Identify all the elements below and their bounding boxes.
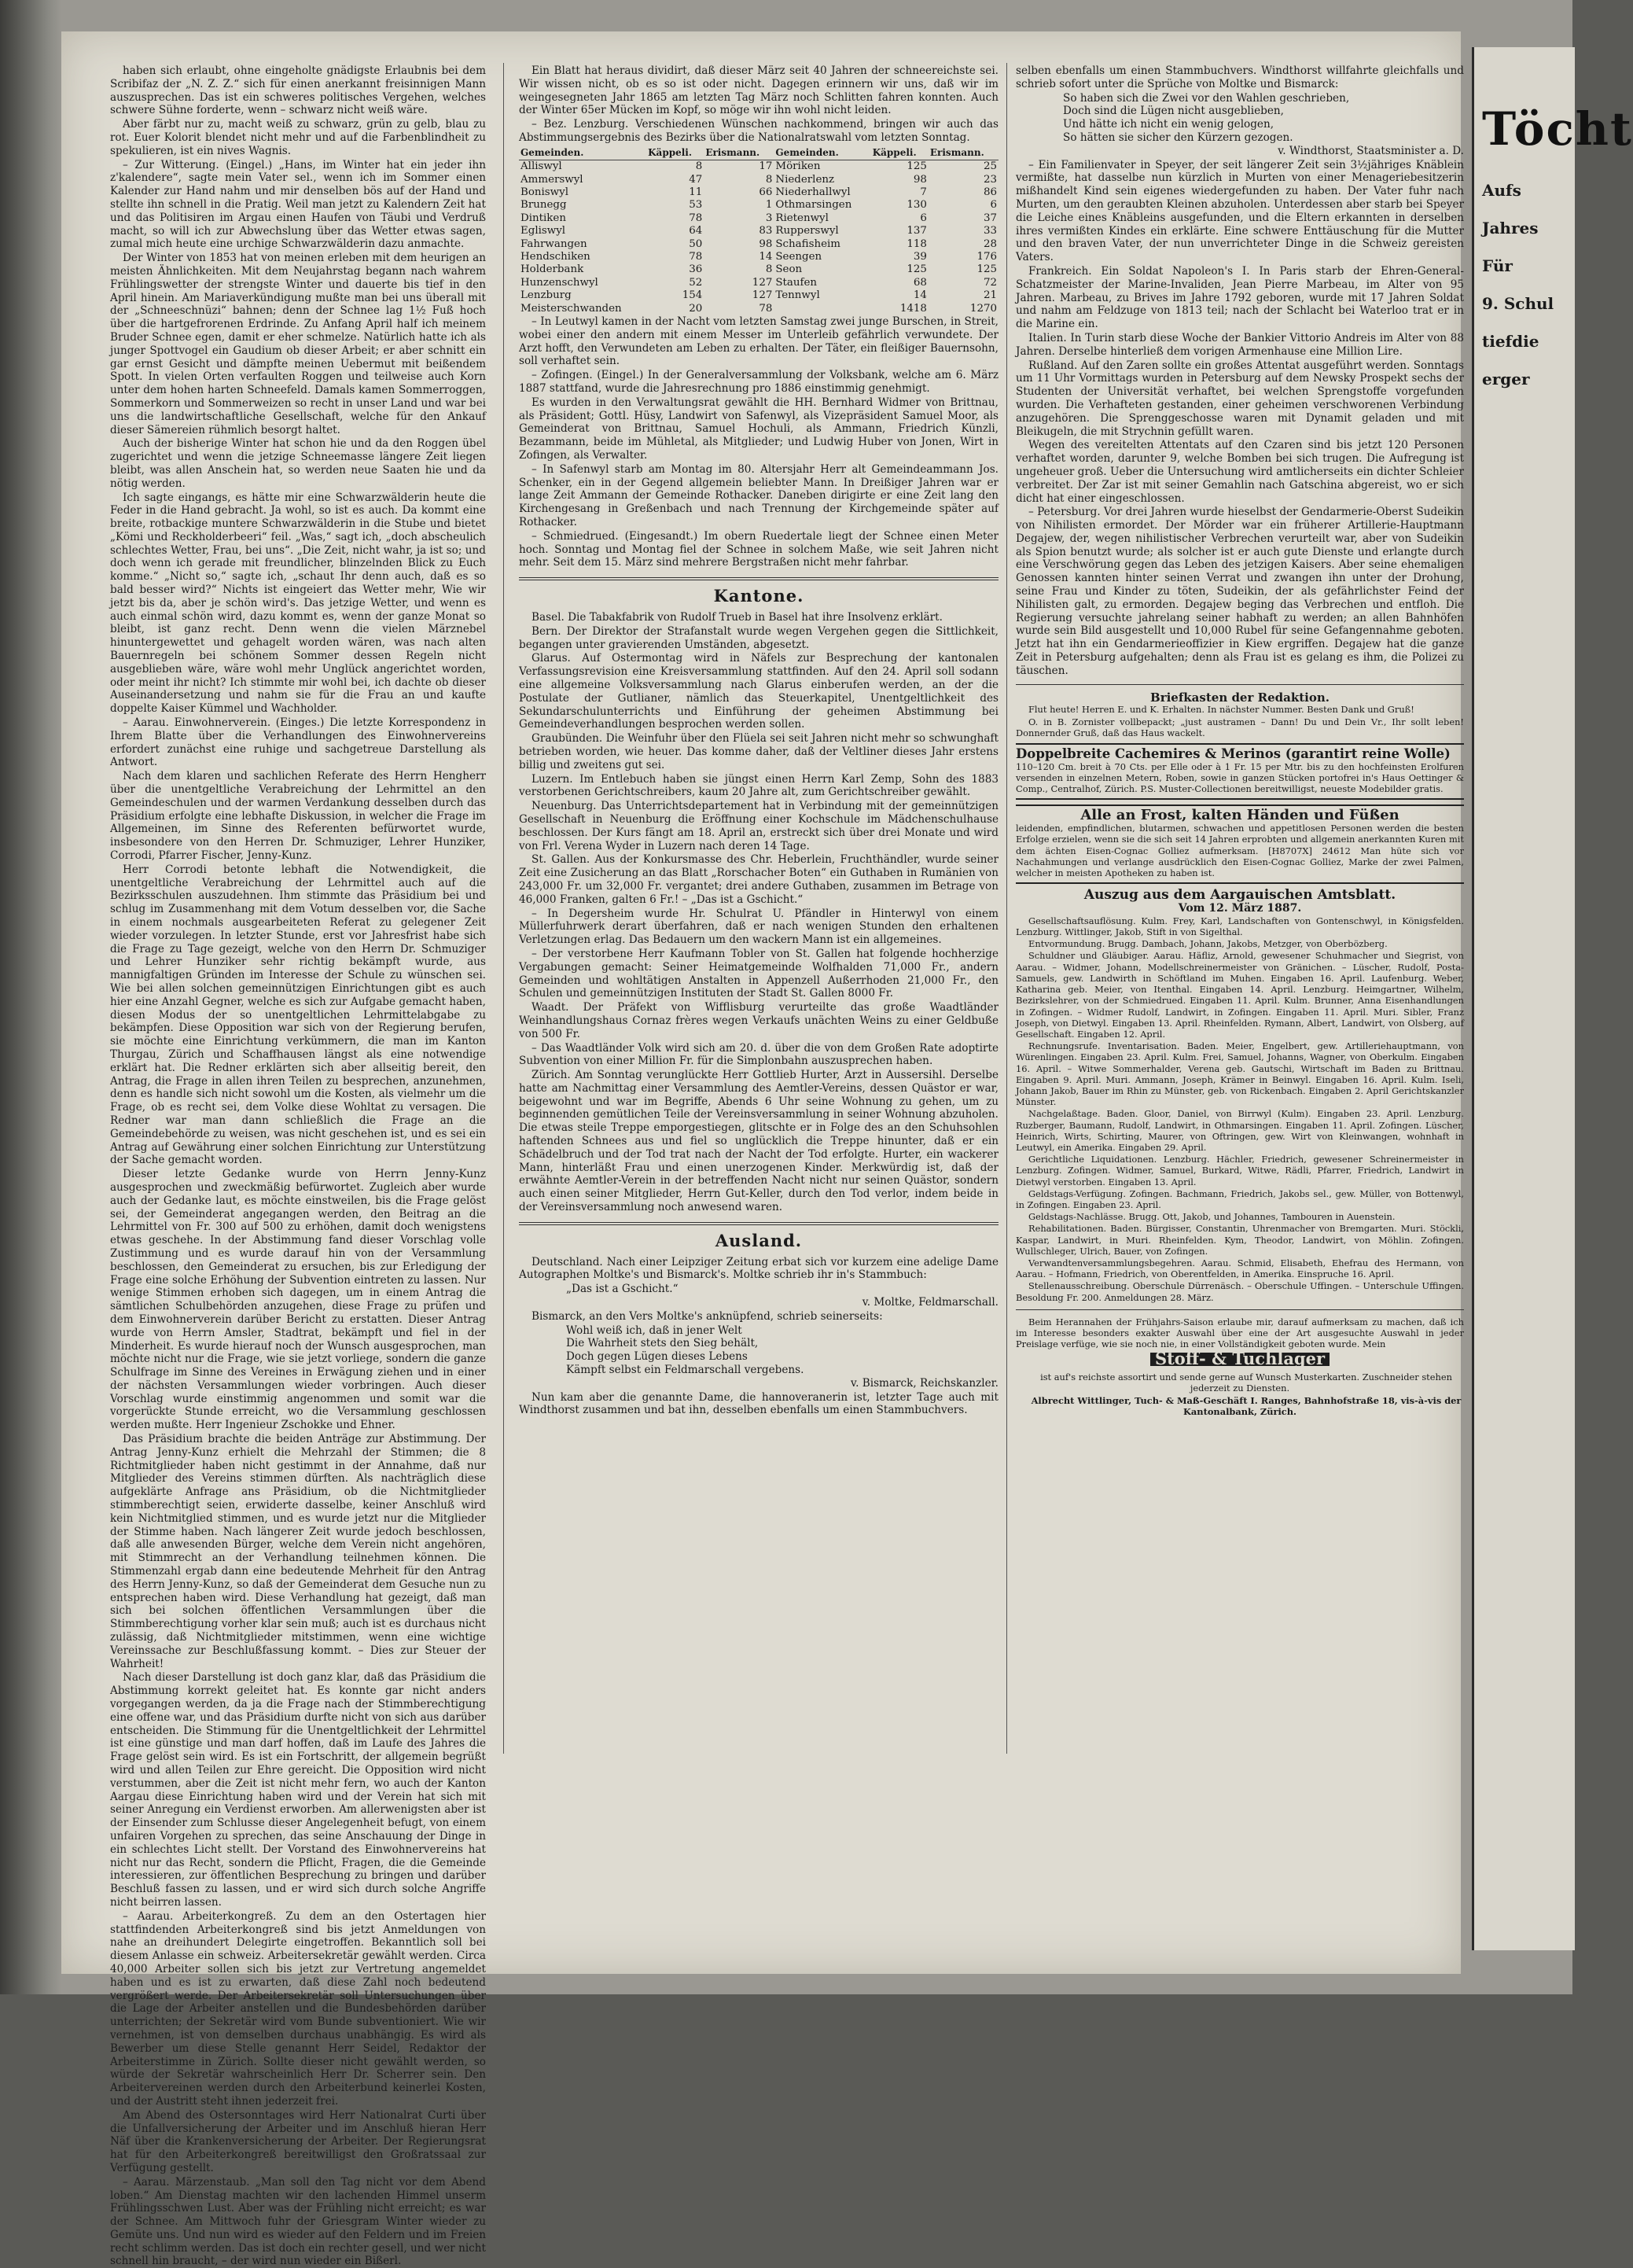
vote-header-cell: Erismann. bbox=[704, 145, 774, 160]
windthorst-signature: v. Windthorst, Staatsminister a. D. bbox=[1278, 144, 1464, 157]
advert-golliez bbox=[1016, 804, 1464, 884]
verse-line: Doch sind die Lügen nicht ausgeblieben, bbox=[1063, 105, 1284, 118]
table-row bbox=[519, 303, 999, 315]
vote-header-cell: Käppeli. bbox=[646, 145, 704, 160]
article-paragraph: Aber färbt nur zu, macht weiß zu schwarz, grün zu gelb, blau zu rot. Euer Kolorit blendet nicht mehr und auf die Farbenblindheit zu spekulieren, ist ein nives Wagnis. bbox=[110, 118, 486, 157]
vote-cell: 78 bbox=[689, 251, 703, 263]
bismarck-verse bbox=[519, 1324, 999, 1377]
vote-cell: 125 bbox=[976, 263, 997, 276]
advert-golliez-head: Alle an Frost, kalten Händen und Füßen bbox=[1080, 807, 1399, 824]
verse-line: „Das ist a Gschicht.“ bbox=[566, 1283, 679, 1296]
amtsblatt-entry: Schuldner und Gläubiger. Aarau. Häfliz, Arnold, gewesener Schuhmacher und Siegrist, von Aarau. – Widmer, Johann, Modellschreinermeister von Gränichen. – Lüscher, Rudolf, Posta-Samuels, gew. Landwirth in Schöftland im Muhen. Eingaben 16. April. Laufenburg. Weber, Katharina geb. Meier, von Itenthal. Eingaben 14. April. Lenzburg. Heimgartner, Wilhelm, Bezirkslehrer, von der Schmiedrued. Eingaben 11. April. Kulm. Brunner, Anna Eisenhandlungen in Zofingen. – Widmer Rudolf, Landwirt, in Zofingen. Eingaben 11. April. Muri. Sibler, Franz Joseph, von Dietwyl. Eingaben 13. April. Rheinfelden. Rymann, Albert, Landwirt, von Olsberg, auf Gesellschaft. Eingaben 12. April. bbox=[1016, 950, 1464, 1040]
vote-table-header bbox=[519, 145, 999, 160]
amtsblatt-entry: Gesellschaftsauflösung. Kulm. Frey, Karl, Landschaften von Gontenschwyl, in Königsfelden. Lenzburg. Wittlinger, Jakob, Stift in von Sigelthal. bbox=[1016, 915, 1464, 938]
vote-cell: 98 bbox=[759, 237, 773, 250]
vote-cell: 78 bbox=[759, 302, 773, 315]
vote-header-cell: Käppeli. bbox=[871, 145, 929, 160]
article-paragraph: – Bez. Lenzburg. Verschiedenen Wünschen nachkommend, bringen wir auch das Abstimmungsergebnis des Bezirks über die Nationalratswahl vom letzten Sonntag. bbox=[519, 118, 999, 144]
vote-cell: 83 bbox=[759, 225, 773, 237]
kantone-heading: Kantone. bbox=[713, 586, 804, 606]
article-paragraph: – Aarau. Arbeiterkongreß. Zu dem an den Ostertagen hier stattfindenden Arbeiterkongreß sind bis jetzt Anmeldungen von nahe an dreihundert Delegirte eingetroffen. Bekanntlich soll bei diesem Anlasse ein schweiz. Arbeitersekretär gewählt werden. Circa 40,000 Arbeiter sollen sich bis jetzt zur Vertretung angemeldet haben und es ist zu erwarten, daß diese Zahl noch bedeutend vergrößert werde. Der Arbeitersekretär soll Untersuchungen über die Lage der Arbeiter anstellen und die Bundesbehörden darüber unterrichten; der Sekretär wird vom Bunde subventioniert. Wie wir vernehmen, ist von demselben durchaus unabhängig. Es wird als Bewerber um diese Stelle genannt Herr Seidel, Redaktor der Arbeiterstimme in Zürich. Sollte dieser nicht gewählt werden, so würde der Sekretär wahrscheinlich Herr Dr. Scherrer sein. Den Arbeitervereinen werden durch den Arbeiterbund keinerlei Kosten, und der Austritt steht ihnen jederzeit frei. bbox=[110, 1909, 486, 2108]
ausland-section bbox=[519, 1256, 999, 1283]
canton-report: Waadt. Der Präfekt von Wifflisburg verurteilte das große Waadtländer Weinhandlungshaus Cornaz frères wegen Verkaufs unächten Weins zu einer Geldbuße von 500 Fr. bbox=[519, 1001, 999, 1040]
advert-cachemires bbox=[1016, 743, 1464, 800]
article-paragraph: Auch der bisherige Winter hat schon hie und da den Roggen übel zugerichtet und wenn die jetzige Schneemasse längere Zeit liegen bleibt, was allen Anschein hat, so werden neue Saaten hie und da nötig werden. bbox=[110, 437, 486, 490]
column-2-intro bbox=[519, 64, 999, 145]
table-row bbox=[519, 251, 999, 263]
vote-cell: 17 bbox=[759, 160, 773, 173]
amtsblatt-heading: Auszug aus dem Aargauischen Amtsblatt. bbox=[1083, 887, 1396, 904]
ausland-heading: Ausland. bbox=[715, 1230, 803, 1250]
vote-cell: 7 bbox=[920, 186, 927, 198]
vote-cell: 52 bbox=[689, 276, 703, 289]
advert-wittlinger-signature: Albrecht Wittlinger, Tuch- & Maß-Geschäft I. Ranges, Bahnhofstraße 18, vis-à-vis der Kantonalbank, Zürich. bbox=[1031, 1394, 1462, 1417]
column-1 bbox=[110, 64, 486, 2268]
vote-cell: Hendschiken bbox=[520, 251, 590, 263]
vote-cell bbox=[774, 303, 870, 315]
advert-cachemires-head: Doppelbreite Cachemires & Merinos (garantirt reine Wolle) bbox=[1016, 746, 1451, 762]
vote-cell: 154 bbox=[682, 289, 703, 302]
canton-report: St. Gallen. Aus der Konkursmasse des Chr. Heberlein, Fruchthändler, wurde seiner Zeit eine Zusicherung an das Blatt „Rorschacher Boten“ ein Guthaben in Rumänien von 243,000 Fr. um 32,000 Fr. vergantet; drei andere Guthaben, zusammen im Betrage von 46,000 Franken, galten 6 Fr.! – „Das ist a Gschicht.“ bbox=[519, 853, 999, 906]
table-row bbox=[519, 199, 999, 212]
article-paragraph: Nach dieser Darstellung ist doch ganz klar, daß das Präsidium die Abstimmung korrekt geleitet hat. Es konnte gar nicht anders vorgegangen werden, da ja die Frage nach der Stimmberechtigung eine offene war, und das Präsidium durfte nicht von sich aus darüber entscheiden. Die Stimmung für die Unentgeltlichkeit der Lehrmittel ist eine günstige und man darf hoffen, daß im Laufe des Jahres die Frage gelöst sein wird. Es ist ein Fortschritt, der allgemein begrüßt wird und allen Teilen zur Ehre gereicht. Die Opposition wird nicht verstummen, aber die Zeit ist nicht mehr fern, wo auch der Kanton Aargau diese Einrichtung haben wird und der Verein hat sich mit seiner Anregung ein Verdienst erworben. Am allerwenigsten aber ist der Einsender zum Schlusse dieser Angelegenheit befugt, von einem unfairen Vorgehen zu sprechen, das seine Anschauung der Dinge in ein schlechtes Licht stellt. Der Vorstand des Einwohnervereins hat nicht nur das Recht, sondern die Pflicht, Fragen, die die Gemeinde interessieren, zur öffentlichen Besprechung zu bringen und darüber Beschluß fassen zu lassen, und er wird sich durch solche Angriffe nicht beirren lassen. bbox=[110, 1671, 486, 1909]
article-paragraph: – Schmiedrued. (Eingesandt.) Im obern Ruedertale liegt der Schnee einen Meter hoch. Sonntag und Montag fiel der Schnee in solchem Maße, wie seit Jahren nicht mehr. Seit dem 15. März sind mehrere Bergstraßen nicht mehr fahrbar. bbox=[519, 529, 999, 569]
facing-page-edge bbox=[1472, 47, 1633, 1950]
vote-cell: 72 bbox=[983, 276, 997, 289]
vote-cell: 8 bbox=[765, 263, 773, 276]
vote-header-cell: Gemeinden. bbox=[519, 145, 646, 160]
vote-cell: 28 bbox=[983, 237, 997, 250]
amtsblatt-entry: Geldstags-Nachlässe. Brugg. Ott, Jakob, und Johannes, Tambouren in Auenstein. bbox=[1028, 1211, 1396, 1223]
vote-cell: Lenzburg bbox=[520, 289, 572, 302]
column-divider-2 bbox=[1006, 63, 1007, 1754]
column-2-news bbox=[519, 315, 999, 569]
article-paragraph: – Zofingen. (Eingel.) In der Generalversammlung der Volksbank, welche am 6. März 1887 stattfand, wurde die Jahresrechnung pro 1886 einstimmig genehmigt. bbox=[519, 369, 999, 396]
section-divider bbox=[1016, 684, 1464, 685]
article-paragraph: – Zur Witterung. (Eingel.) „Hans, im Winter hat ein jeder ihn z'kalendere“, sagte mein Vater sel., wenn ich im Sommer einen Kalender zur Hand nahm und mir denselben bös auf der Hand und stellte ihn schnell in die Pratig. Weil man jetzt zu Kalendern Zeit hat und das Politisiren im Argau einen Haufen von Täubi und Verdruß macht, so will ich zur Abwechslung über das Wetter etwas sagen, zumal mich heute eine urchige Schwarzwälderin dazu anmachte. bbox=[110, 158, 486, 251]
table-row bbox=[519, 238, 999, 251]
vote-cell: Seon bbox=[775, 263, 803, 276]
vote-cell: 11 bbox=[689, 186, 703, 198]
vote-cell: 98 bbox=[913, 173, 927, 186]
vote-table-body bbox=[519, 160, 999, 315]
foreign-report: Wegen des vereitelten Attentats auf den Czaren sind bis jetzt 120 Personen verhaftet worden, darunter 9, welche Bomben bei sich trugen. Die Aufregung ist ungeheuer groß. Ueber die Untersuchung wird amtlicherseits ein dichter Schleier verbreitet. Der Zar ist mit seiner Gemahlin nach Gatschina abgereist, wo er sich dicht hat einer eingeschlossen. bbox=[1016, 439, 1464, 505]
vote-cell: Egliswyl bbox=[520, 225, 566, 237]
article-paragraph: haben sich erlaubt, ohne eingeholte gnädigste Erlaubnis bei dem Scribifaz der „N. Z. Z.“ sich für einen anerkannt freisinnigen Mann auszusprechen. Das ist ein schweres politisches Vergehen, welches schwere Sühne forderte, wenn – schwarz nicht weiß wäre. bbox=[110, 64, 486, 117]
canton-report: Glarus. Auf Ostermontag wird in Näfels zur Besprechung der kantonalen Verfassungsrevision eine Kreisversammlung stattfinden. Auf den 24. April soll sodann eine allgemeine Volksversammlung nach Glarus einberufen werden, an der die Postulate der Gutlianer, nämlich das Steuerkapitel, Unentgeltlichkeit des Sekundarschulunterrichts und Einführung der geheimen Abstimmung bei Gemeindeverhandlungen besprochen werden sollen. bbox=[519, 652, 999, 731]
article-paragraph: Ein Blatt hat heraus dividirt, daß dieser März seit 40 Jahren der schneereichste sei. Wir wissen nicht, ob es so ist oder nicht. Dagegen erinnern wir uns, daß wir im weingesegneten Jahr 1865 am letzten Tag März noch Schlitten fahren konnten. Auch der Winter 65er Mücken im Kopf, so möge wir ihn wohl nicht leiden. bbox=[519, 64, 999, 117]
section-divider bbox=[519, 577, 999, 580]
vote-cell: 125 bbox=[907, 160, 927, 173]
canton-report: Luzern. Im Entlebuch haben sie jüngst einen Herrn Karl Zemp, Sohn des 1883 verstorbenen Gerichtschreibers, kaum 20 Jahre alt, zum Gerichtschreiber gewählt. bbox=[519, 772, 999, 799]
vote-cell: 14 bbox=[913, 289, 927, 302]
vote-cell: 130 bbox=[907, 199, 927, 212]
vote-cell: 118 bbox=[907, 237, 927, 250]
vote-cell: 78 bbox=[689, 212, 703, 224]
vote-cell: 14 bbox=[759, 251, 773, 263]
advert-wittlinger-text: ist auf's reichste assortirt und sende gerne auf Wunsch Musterkarten. Zuschneider stehen jederzeit zu Diensten. bbox=[1040, 1371, 1452, 1394]
vote-cell: Schafisheim bbox=[775, 237, 840, 250]
canton-report: Zürich. Am Sonntag verunglückte Herr Gottlieb Hurter, Arzt in Aussersihl. Derselbe hatte am Nachmittag einer Versammlung des Aemtler-Vereins, dessen Quästor er war, beigewohnt und war im Begriffe, Abends 6 Uhr seine Wohnung zu gehen, um zu beginnenden gemütlichen Teile der Vereinsversammlung in seiner Wohnung abzuholen. Die etwas steile Treppe emporgestiegen, glitschte er in Folge des an den Schuhsohlen haftenden Schnees aus und fiel so unglücklich die Treppe hinunter, daß er ein Schädelbruch und der Tod trat nach der Nacht der Tod erfolgte. Hurter, ein wackerer Mann, hinterläßt Frau und einen unerzogenen Kinder. Merkwürdig ist, daß der erwähnte Aemtler-Verein in der betreffenden Nacht nicht nur seinen Quästor, sondern auch einen seiner Mitglieder, Herrn Gut-Keller, durch den Tod verlor, indem beide in der Vereinsversammlung noch anwesend waren. bbox=[519, 1069, 999, 1214]
vote-cell: 64 bbox=[689, 225, 703, 237]
letterbox-note: O. in B. Zornister vollbepackt; „just austramen – Dann! Du und Dein Vr., Ihr sollt leben! Donnernder Gruß, daß das Haus wackelt. bbox=[1016, 716, 1464, 738]
vote-cell: 66 bbox=[759, 186, 773, 198]
table-row bbox=[519, 277, 999, 289]
vote-cell: 33 bbox=[983, 225, 997, 237]
vote-cell: 20 bbox=[689, 302, 703, 315]
article-paragraph: Dieser letzte Gedanke wurde von Herrn Jenny-Kunz ausgesprochen und zweckmäßig befürwortet. Zugleich aber wurde auch der Gedanke laut, es möchte einstweilen, bis die Frage gelöst sei, der Gemeinderat angegangen werden, den Beitrag an die Lehrmittel von Fr. 300 auf 500 zu erhöhen, damit doch wenigstens etwas geschehe. In der Abstimmung fand dieser Vorschlag volle Zustimmung und es wurde darauf hin von der Versammlung beschlossen, den Gemeinderat zu ersuchen, bis zur Erledigung der Frage eine solche Erhöhung der Subvention eintreten zu lassen. Nur wenige Stimmen erhoben sich dagegen, um in einem Antrag die sämtlichen Schulbehörden anzugehen, diese Frage zu prüfen und dem Einwohnerverein darüber Bericht zu erstatten. Dieser Antrag wurde von Herrn Amsler, Stadtrat, bekämpft und fiel in der Minderheit. Es wurde hierauf noch der Wunsch ausgesprochen, man möchte nicht nur die Frage, wie sie jetzt vorliege, sondern die ganze Schulfrage im Sinne des Vereines in Erwägung ziehen und in einer der nächsten Versammlungen wieder vorbringen. Auch dieser Vorschlag wurde einstimmig angenommen und somit war die vorgerückte Stunde erreicht, wo die Versammlung geschlossen werden mußte. Herr Ingenieur Zschokke und Ehner. bbox=[110, 1168, 486, 1432]
facing-page-fragment: 9. Schul bbox=[1482, 294, 1554, 313]
vote-cell: 1270 bbox=[969, 302, 997, 315]
verse-line: Kämpft selbst ein Feldmarschall vergebens. bbox=[566, 1364, 804, 1377]
amtsblatt-entry: Nachgelaßtage. Baden. Gloor, Daniel, von Birrwyl (Kulm). Eingaben 23. April. Lenzburg. Ruzberger, Baumann, Rudolf, Landwirt, in Othmarsingen. Eingaben 11. April. Zofingen. Lüscher, Heinrich, Wirts, Schirting, Maurer, von Oftringen, gew. Wirt von Kleinwangen, wohnhaft in Leutwyl, ein Amerika. Eingaben 29. April. bbox=[1016, 1108, 1464, 1153]
table-row bbox=[519, 186, 999, 199]
canton-report: Graubünden. Die Weinfuhr über den Flüela sei seit Jahren nicht mehr so schwunghaft betrieben worden, wie heuer. Das komme daher, daß der Veltliner dieses Jahr erstens billig und zweitens gut sei. bbox=[519, 732, 999, 771]
vote-cell: 6 bbox=[990, 199, 997, 212]
vote-cell: 1 bbox=[765, 199, 773, 212]
vote-cell: Ammerswyl bbox=[520, 173, 583, 186]
vote-cell: Möriken bbox=[775, 160, 821, 173]
windthorst-intro: Nun kam aber die genannte Dame, die hannoveranerin ist, letzter Tage auch mit Windthorst zusammen und bat ihn, desselben ebenfalls um einen Stammbuchvers. bbox=[519, 1390, 999, 1417]
article-paragraph: Der Winter von 1853 hat von meinen erleben mit dem heurigen an meisten Ähnlichkeiten. Mit dem Neujahrstag begann nach wahrem Frühlingswetter der strengste Winter und dauerte bis tief in den April hinein. Am Mariaverkündigung mußte man bei uns überall mit der „Schneeschnüzi“ bahnen; denn der Schnee lag 1½ Fuß hoch über die hartgefrorenen Erdrinde. Zu Anfang April half ich meinem Bruder Schnee egen, damit er eher schmelze. Natürlich hatte ich als junger Spottvogel ein Gaudium ob dieser Arbeit; er aber schnitt ein gar ernst Gesicht und dämpfte meinen Uebermut mit beißendem Spott. In vielen Orten verfaulten Roggen und teilweise auch Korn unter dem hohen harten Schneefeld. Damals kamen Sommerroggen, Sommerkorn und Sommerweizen so recht in unser Land und war bei uns die landwirtschaftliche Gesellschaft, welche für den Ankauf dieser Sämereien rühmlich besorgt haltet. bbox=[110, 252, 486, 436]
foreign-report: – Ein Familienvater in Speyer, der seit längerer Zeit sein 3½jähriges Knäblein vermißte, hat dasselbe nun kürzlich in Murten von einer Menageriebesitzerin mißhandelt Kind sein eigenes wiedergefunden zu haben. Der Vater fuhr nach Murten, um den geraubten Kleinen abzuholen. Unterdessen aber starb bei Speyer die Leiche eines Knäbleins ausgefunden, und die Eltern erkannten in derselben ihres vermißten Kindes ein erklärte. Eine schwere Enttäuschung für die Mutter und den braven Vater, der nun unverrichteter Dinge in die Schweiz gereisten Vaters. bbox=[1016, 158, 1464, 264]
table-row bbox=[519, 289, 999, 302]
article-paragraph: Am Abend des Ostersonntages wird Herr Nationalrat Curti über die Unfallversicherung der Arbeiter und im Anschluß hieran Herr Näf über die Krankenversicherung der Arbeiter. Der Regierungsrat hat für den Arbeiterkongreß bereitwilligst den Großratssaal zur Verfügung gestellt. bbox=[110, 2108, 486, 2174]
amtsblatt-entry: Stellenausschreibung. Oberschule Dürrenäsch. – Oberschule Uffingen. – Unterschule Uffingen. Besoldung Fr. 200. Anmeldungen 28. März. bbox=[1016, 1280, 1464, 1303]
article-paragraph: – Aarau. Einwohnerverein. (Einges.) Die letzte Korrespondenz in Ihrem Blatte über die Verhandlungen des Einwohnervereins erfordert zunächst eine ruhige und sachgetreue Darstellung als Antwort. bbox=[110, 716, 486, 769]
table-row bbox=[519, 263, 999, 276]
vote-cell: 37 bbox=[983, 212, 997, 224]
vote-cell: 8 bbox=[695, 160, 703, 173]
vote-cell: 25 bbox=[983, 160, 997, 173]
vote-cell: 50 bbox=[689, 237, 703, 250]
canton-report: Bern. Der Direktor der Strafanstalt wurde wegen Vergehen gegen die Sittlichkeit, begangen unter gravierenden Umständen, abgesetzt. bbox=[519, 624, 999, 651]
facing-page-masthead: Töcht bbox=[1482, 102, 1633, 156]
column-2 bbox=[519, 64, 999, 1763]
column-divider-1 bbox=[503, 63, 504, 1754]
column-3-news bbox=[1016, 159, 1464, 678]
vote-cell: Fahrwangen bbox=[520, 237, 587, 250]
amtsblatt-entry: Rehabilitationen. Baden. Bürgisser, Constantin, Uhrenmacher von Bremgarten. Muri. Stöckli, Kaspar, Landwirt, in Muri. Rheinfelden. Kym, Theodor, Landwirt, von Möhlin. Zofingen. Wullschleger, Ulrich, Bauer, von Zofingen. bbox=[1016, 1223, 1464, 1257]
amtsblatt-date: Vom 12. März 1887. bbox=[1178, 902, 1302, 915]
amtsblatt-entry: Rechnungsrufe. Inventarisation. Baden. Meier, Engelbert, gew. Artilleriehauptmann, von Würenlingen. Eingaben 23. April. Kulm. Frei, Samuel, Johanns, Wagner, von Oberkulm. Eingaben 16. April. – Witwe Sommerhalder, Verena geb. Gautschi, Wirtschaft im Baden zu Brittnau. Eingaben 9. April. Muri. Ammann, Joseph, Krämer in Beinwyl. Eingaben 16. April. Kulm. Iseli, Johann Jakob, Bauer im Rhin zu Münster, geb. von Rickenbach. Eingaben 2. April Gerichtskanzler Münster. bbox=[1016, 1040, 1464, 1108]
briefkasten-section bbox=[1016, 704, 1464, 738]
vote-cell: 68 bbox=[913, 276, 927, 289]
bismarck-signature: v. Bismarck, Reichskanzler. bbox=[851, 1376, 999, 1390]
vote-cell: 137 bbox=[907, 225, 927, 237]
windthorst-verse bbox=[1016, 92, 1464, 145]
vote-cell: 176 bbox=[976, 251, 997, 263]
vote-cell: Niederhallwyl bbox=[775, 186, 851, 198]
advert-wittlinger-head bbox=[1016, 1349, 1464, 1369]
article-paragraph: – In Safenwyl starb am Montag im 80. Altersjahr Herr alt Gemeindeammann Jos. Schenker, ein in der Gegend allgemein beliebter Mann. In Dreißiger Jahren war er lange Zeit Ammann der Gemeinde Rothacker. Daneben dirigirte er eine Zeit lang den Kirchengesang in Greßenbach und nach Trennung der Kirchgemeinde später auf Rothacker. bbox=[519, 462, 999, 529]
vote-cell: 1418 bbox=[899, 302, 927, 315]
vote-cell: Seengen bbox=[775, 251, 822, 263]
vote-cell: Othmarsingen bbox=[775, 199, 852, 212]
column-3 bbox=[1016, 64, 1464, 1763]
vote-cell: 53 bbox=[689, 199, 703, 212]
amtsblatt-entry: Verwandtenversammlungsbegehren. Aarau. Schmid, Elisabeth, Ehefrau des Hermann, von Aarau. – Hofmann, Friedrich, von Oberentfelden, in Amerika. Einspruche 16. April. bbox=[1016, 1257, 1464, 1280]
vote-cell: Brunegg bbox=[520, 199, 567, 212]
canton-report: – Der verstorbene Herr Kaufmann Tobler von St. Gallen hat folgende hochherzige Vergabungen gemacht: Seiner Heimatgemeinde Wolfhalden 71,000 Fr., andern Gemeinden und wohltätigen Anstalten in Appenzell Außerrhoden 21,000 Fr., den Schulen und gemeinnützigen Instituten der Stadt St. Gallen 8000 Fr. bbox=[519, 947, 999, 1000]
moltke-verse bbox=[519, 1283, 999, 1296]
advert-golliez-text: leidenden, empfindlichen, blutarmen, schwachen und appetitlosen Personen werden die besten Erfolge erzielen, wenn sie die sich seit 14 Jahren erprobten und allgemein anerkannten Kuren mit dem ächten Eisen-Cognac Golliez aufmerksam. [H8707X] 24612 Man hüte sich vor Nachahmungen und verlange ausdrücklich den Eisen-Cognac Golliez, Marke der zwei Palmen, welcher in meisten Apotheken zu haben ist. bbox=[1016, 823, 1464, 879]
foreign-report: Frankreich. Ein Soldat Napoleon's I. In Paris starb der Ehren-General-Schatzmeister der Marine-Invaliden, Jean Pierre Marbeau, im Alter von 95 Jahren. Marbeau, zu Brives im Jahre 1792 geboren, wurde mit 17 Jahren Soldat und nahm am Feldzuge von 1813 teil; nach der Schlacht bei Waterloo trat er in die Marine ein. bbox=[1016, 264, 1464, 331]
vote-cell: Niederlenz bbox=[775, 173, 835, 186]
vote-cell: 23 bbox=[983, 173, 997, 186]
article-paragraph: Das Präsidium brachte die beiden Anträge zur Abstimmung. Der Antrag Jenny-Kunz erhielt die Mehrzahl der Stimmen; die 8 Richtmitglieder haben nicht gestimmt in der Annahme, daß nur Mitglieder des Vereins stimmen dürften. Als nachträglich diese aufgeklärte Anfrage ans Präsidium, ob die Nichtmitglieder stimmberechtigt seien, erwiderte dasselbe, keiner Anschluß wird kein Nichtmitglied stimmen, und es wurde jetzt nur die Mitglieder der Stimme haben. Nach längerer Zeit wurde jedoch beschlossen, daß alle anwesenden Bürger, welche dem Verein nicht angehören, mit Stimmrecht an der Verhandlung teilnehmen können. Die Stimmenzahl ergab dann eine bedeutende Mehrheit für den Antrag des Herrn Jenny-Kunz, so daß der Gemeinderat dem Gesuche nun zu entsprechen haben wird. Diese Verhandlung hat gezeigt, daß man sich bei solchen öffentlichen Versammlungen über die Stimmberechtigung vorher klar sein muß; auch ist es durchaus nicht zulässig, daß Nichtmitglieder mitstimmen, wenn eine wichtige Vereinssache zur Beschlußfassung kommt. – Dies zur Steuer der Wahrheit! bbox=[110, 1433, 486, 1670]
article-paragraph: – Aarau. Märzenstaub. „Man soll den Tag nicht vor dem Abend loben.“ Am Dienstag machten wir den lachenden Himmel unserm Frühlingsschwen Lust. Aber was der Frühling nicht erreicht; es war der Schnee. Am Mittwoch fuhr der Griesgram Winter wieder zu Gemüte uns. Und nun wird es wieder auf den Feldern und im Freien recht schlimm werden. Das ist doch ein rechter gesell, und wer nicht schnell hin braucht, – der wird nun wieder ein Bißerl. bbox=[110, 2175, 486, 2268]
briefkasten-heading: Briefkasten der Redaktion. bbox=[1150, 690, 1330, 705]
table-row bbox=[519, 212, 999, 225]
vote-cell: 127 bbox=[752, 276, 773, 289]
vote-header-cell: Erismann. bbox=[929, 145, 999, 160]
foreign-report: – Petersburg. Vor drei Jahren wurde hieselbst der Gendarmerie-Oberst Sudeikin von Nihilisten ermordet. Der Mörder war ein früherer Artillerie-Hauptmann Degajew, der, wegen nihilistischer Verbrechen verurteilt war, aber von Sudeikin als Spion benutzt wurde; als solcher ist er auch gute Dienste und erlangte durch eine Verschwörung gegen das Leben des jetzigen Kaisers. Aber seine ehemaligen Genossen kannten hinter seinen Verrat und zwangen ihn unter der Drohung, seine Frau und Kinder zu töten, Sudeikin, der als gefährlichster Feind der Nihilisten galt, zu ermorden. Degajew beging das Verbrechen und entfloh. Die Regierung versuchte jahrelang seiner habhaft zu werden; an allen Bahnhöfen wurde sein Bild ausgestellt und 10,000 Rubel für seine Gefangennahme geboten. Jetzt hat ihn ein Gendarmerieoffizier in Kiew ergriffen. Degajew hat die ganze Zeit in Petersburg aufgehalten; denn als Frau ist es gelang es ihm, die Polizei zu täuschen. bbox=[1016, 506, 1464, 677]
table-row bbox=[519, 225, 999, 237]
vote-cell: Tennwyl bbox=[775, 289, 820, 302]
vote-cell: Meisterschwanden bbox=[520, 302, 622, 315]
vote-cell: 127 bbox=[752, 289, 773, 302]
amtsblatt-entry: Geldstags-Verfügung. Zofingen. Bachmann, Friedrich, Jakobs sel., gew. Müller, von Bottenwyl, in Zofingen. Eingaben 23. April. bbox=[1016, 1187, 1464, 1210]
verse-line: So hätten sie sicher den Kürzern gezogen. bbox=[1063, 131, 1293, 144]
foreign-report: Rußland. Auf den Zaren sollte ein großes Attentat ausgeführt werden. Sonntags um 11 Uhr Vormittags wurden in Petersburg auf dem Newsky Prospekt sechs der Studenten der Universität verhaftet, bei welchen Sprengstoffe vorgefunden wurden. Die Verhafteten gestanden, einer geheimen verschworenen Verbindung anzugehören. Die Sprenggeschosse waren mit Dynamit geladen und mit Bleikugeln, die mit Strychnin gefüllt waren. bbox=[1016, 359, 1464, 438]
vote-cell: 6 bbox=[920, 212, 927, 224]
amtsblatt-entry: Gerichtliche Liquidationen. Lenzburg. Hächler, Friedrich, gewesener Schreinermeister in Lenzburg. Zofingen. Widmer, Samuel, Burkard, Witwe, Rädli, Pfarrer, Friedrich, Landwirt in Dietwyl verstorben. Eingaben 13. April. bbox=[1016, 1154, 1464, 1187]
vote-cell: Dintiken bbox=[520, 212, 566, 224]
facing-page-fragment: erger bbox=[1482, 370, 1530, 388]
canton-report: Neuenburg. Das Unterrichtsdepartement hat in Verbindung mit der gemeinnützigen Gesellschaft in Neuenburg die Eröffnung einer Kochschule im Mädchenschulhause beschlossen. Der Kurs fängt am 18. April an, erstreckt sich über drei Monate und wird von Frl. Verena Wyder in Luzern nach deren 14 Tage. bbox=[519, 800, 999, 852]
amtsblatt-entries bbox=[1016, 915, 1464, 1303]
vote-cell: 86 bbox=[983, 186, 997, 198]
verse-line: Und hätte ich nicht ein wenig gelogen, bbox=[1063, 118, 1274, 131]
kantone-section bbox=[519, 611, 999, 1214]
article-paragraph: Ich sagte eingangs, es hätte mir eine Schwarzwälderin heute die Feder in die Hand gebracht. Ja wohl, so ist es auch. Da kommt eine breite, rotbackige muntere Schwarzwälderin in die Stube und bietet „Kömi und Reckholderbeeri“ feil. „Was,“ sagt ich, „doch abscheulich schlechtes Wetter, Frau, bei uns“. „Die Zeit, nicht wahr, ja ist so; und doch wenn ich gerade mit freundlicher, blinzelnden Blick zu Euch komme.“ „Nicht so,“ sagte ich, „schaut Ihr denn auch, daß es so bald besser wird?“ Nichts ist eingeiert das Wetter mehr, Wie wir jetzt bis da, aber je schön wird's. Das jetzige Wetter, und wenn es auch einmal schön wird, dazu kommt es, wenn der ganze Monat so bleibt, ist ganz recht. Denn wenn die vielen Märznebel hinuntergewettet und gehagelt worden wären, was nach alten Bauernregeln bei schönem Sommer dessen Regeln nicht ausgeblieben wäre, wäre wohl mehr Unglück angerichtet worden, oder meint ihr nicht? Ich stimmte mir wohl bei, ich dachte ob dieser Auseinandersetzung und nahm sie für die Frau an und kaufte doppelte Kaiser Kümmel und Wachholder. bbox=[110, 491, 486, 716]
vote-cell: 21 bbox=[983, 289, 997, 302]
vote-cell: Rupperswyl bbox=[775, 225, 839, 237]
advert-wittlinger-intro: Beim Herannahen der Frühjahrs-Saison erlaube mir, darauf aufmerksam zu machen, daß ich im Interesse besonders exakter Auswahl über eine der Art ausgesuchte Auswahl in jeder Preislage verfüge, wie sie noch nie, in einer Vollständigkeit geboten wurde. Mein bbox=[1016, 1316, 1464, 1350]
table-row bbox=[519, 174, 999, 186]
verse-line: Doch gegen Lügen dieses Lebens bbox=[566, 1350, 748, 1364]
section-divider bbox=[1016, 1309, 1464, 1310]
verse-line: Wohl weiß ich, daß in jener Welt bbox=[566, 1324, 742, 1337]
facing-page-fragment: Aufs bbox=[1482, 181, 1521, 200]
vote-cell: Boniswyl bbox=[520, 186, 568, 198]
article-paragraph: – In Leutwyl kamen in der Nacht vom letzten Samstag zwei junge Burschen, in Streit, wobei einer den andern mit einem Messer im Unterleib gefährlich verwundete. Der Arzt hofft, den Verwundeten am Leben zu erhalten. Der Täter, ein fleißiger Bauernsohn, soll verhaftet sein. bbox=[519, 315, 999, 368]
canton-report: – In Degersheim wurde Hr. Schulrat U. Pfändler in Hinterwyl von einem Müllerfuhrwerk derart überfahren, daß er nach wenigen Stunden den erhaltenen Verletzungen erlag. Das Bedauern um den wackern Mann ist ein allgemeines. bbox=[519, 907, 999, 947]
foreign-report: Italien. In Turin starb diese Woche der Bankier Vittorio Andreis im Alter von 88 Jahren. Derselbe hinterließ dem vorigen Armenhause eine Million Lire. bbox=[1016, 331, 1464, 358]
vote-header-cell: Gemeinden. bbox=[774, 145, 870, 160]
article-paragraph: Nach dem klaren und sachlichen Referate des Herrn Hengherr über die unentgeltliche Verabreichung der Lehrmittel an den Gemeindeschulen und der warmen Verdankung desselben durch das Präsidium erfolgte eine lebhafte Diskussion, in welcher die Frage im Allgemeinen, im Sinne des Referenten befürwortet wurde, insbesondere von den Herren Dr. Schmuziger, Lehrer Hunziker, Corrodi, Pfarrer Fischer, Jenny-Kunz. bbox=[110, 770, 486, 863]
vote-cell: Holderbank bbox=[520, 263, 584, 276]
advert-cachemires-text: 110–120 Cm. breit à 70 Cts. per Elle oder à 1 Fr. 15 per Mtr. bis zu den hochfeinsten Erolfuren versenden in einzelnen Metern, Roben, sowie in ganzen Stücken portofrei in's Haus Oettinger & Comp., Centralhof, Zürich. P.S. Muster-Collectionen bereitwilligst, neueste Modebilder gratis. bbox=[1016, 760, 1464, 795]
canton-report: – Das Waadtländer Volk wird sich am 20. d. über die von dem Großen Rate adoptirte Subvention von einer Million Fr. für die Simplonbahn auszusprechen haben. bbox=[519, 1041, 999, 1068]
letterbox-note: Flut heute! Herren E. und K. Erhalten. In nächster Nummer. Besten Dank und Gruß! bbox=[1028, 704, 1414, 716]
vote-results-table bbox=[519, 145, 999, 315]
vote-cell: 47 bbox=[689, 173, 703, 186]
canton-report: Basel. Die Tabakfabrik von Rudolf Trueb in Basel hat ihre Insolvenz erklärt. bbox=[531, 611, 943, 624]
windthorst-reply-intro: selben ebenfalls um einen Stammbuchvers. Windthorst willfahrte gleichfalls und schrieb sofort unter die Sprüche von Moltke und Bismarck: bbox=[1016, 64, 1464, 90]
advert-wittlinger-title: Stoff- & Tuchlager bbox=[1150, 1353, 1330, 1366]
facing-page-fragment: Jahres bbox=[1482, 219, 1539, 237]
vote-cell: 8 bbox=[765, 173, 773, 186]
vote-cell: Rietenwyl bbox=[775, 212, 829, 224]
vote-cell: 3 bbox=[765, 212, 773, 224]
vote-cell: Staufen bbox=[775, 276, 818, 289]
vote-cell: 39 bbox=[913, 251, 927, 263]
verse-line: So haben sich die Zwei vor den Wahlen geschrieben, bbox=[1063, 91, 1350, 105]
foreign-report: Deutschland. Nach einer Leipziger Zeitung erbat sich vor kurzem eine adelige Dame Autographen Moltke's und Bismarck's. Moltke schrieb ihr in's Stammbuch: bbox=[519, 1255, 999, 1282]
article-paragraph: Herr Corrodi betonte lebhaft die Notwendigkeit, die unentgeltliche Verabreichung der Lehrmittel auch auf die Bezirksschulen auszudehnen. Ihm stimmte das Präsidium bei und schlug im Zusammenhang mit dem Votum desselben vor, die Sache in einem nochmals ausgearbeiteten Referat zu gelegener Zeit wieder vorzulegen. In letzter Stunde, erst vor Jahresfrist habe sich die Frage zu Tage gezeigt, welche von den Herrn Dr. Schmuziger und Lehrer Hunziker sehr richtig bekämpft wurde, aus mannigfaltigen Gründen im Interesse der Schule zu wünschen sei. Wie bei allen solchen gemeinnützigen Einrichtungen gibt es auch hier eine Anzahl Gegner, welche es sich zur Aufgabe gemacht haben, diesen Modus der so unentgeltlichen Lehrmittelabgabe zu bekämpfen. Diese Opposition war sich von der Regierung berufen, sie möchte eine Einrichtung verkümmern, die man im Kanton Thurgau, Zürich und Schaffhausen längst als eine notwendige erklärt hat. Die Redner erklärten sich aber allseitig bereit, den Antrag, die Frage in allen ihren Teilen zu besprechen, anzunehmen, denn es handle sich nicht sowohl um die Kosten, als vielmehr um die Frage, ob es recht sei, dem Volke diese Wohltat zu versagen. Die Redner war man dann schließlich die Frage an die Gemeindebehörde zu weisen, was nicht geschehen ist, und es sei ein Antrag auf Gewährung einer solchen Einrichtung zur Unterstützung der Sache gemacht worden. bbox=[110, 863, 486, 1167]
verse-line: Die Wahrheit stets den Sieg behält, bbox=[566, 1337, 759, 1350]
vote-cell: 125 bbox=[907, 263, 927, 276]
bismarck-intro: Bismarck, an den Vers Moltke's anknüpfend, schrieb seinerseits: bbox=[531, 1309, 883, 1323]
facing-page-fragment: Für bbox=[1482, 256, 1513, 275]
section-divider bbox=[519, 1222, 999, 1225]
table-row bbox=[519, 160, 999, 174]
article-paragraph: Es wurden in den Verwaltungsrat gewählt die HH. Bernhard Widmer von Brittnau, als Präsident; Gottl. Hüsy, Landwirt von Safenwyl, als Vizepräsident Samuel Moor, als Gemeinderat von Brittnau, Samuel Hochuli, als Ammann, Friedrich Künzli, Bezammann, beide im Mühletal, als Mitglieder; und Ludwig Huber von Jonen, Wirt in Zofingen, als Verwalter. bbox=[519, 396, 999, 462]
facing-page-fragment: tiefdie bbox=[1482, 332, 1539, 351]
moltke-signature: v. Moltke, Feldmarschall. bbox=[862, 1296, 999, 1309]
amtsblatt-entry: Entvormundung. Brugg. Dambach, Johann, Jakobs, Metzger, von Oberbözberg. bbox=[1028, 938, 1388, 950]
vote-cell: Alliswyl bbox=[520, 160, 562, 173]
vote-cell: 36 bbox=[689, 263, 703, 276]
vote-cell: Hunzenschwyl bbox=[520, 276, 598, 289]
